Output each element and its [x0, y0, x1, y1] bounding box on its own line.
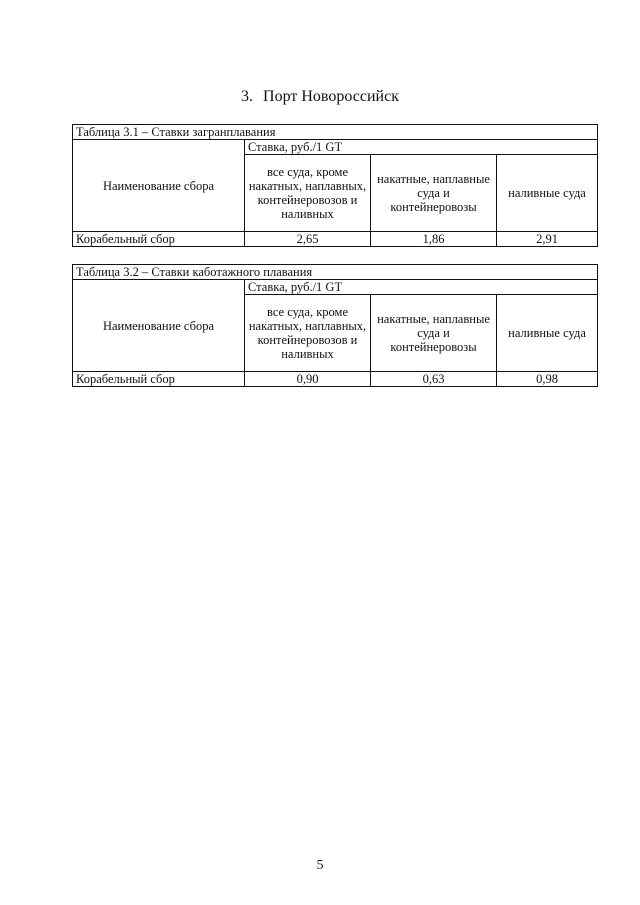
value-tankers: 0,98: [497, 372, 598, 387]
column-header-roro: накатные, наплавные суда и контейнеровозы: [371, 295, 497, 372]
fee-name-header: Наименование сбора: [73, 280, 245, 372]
value-roro: 1,86: [371, 232, 497, 247]
column-header-tankers: наливные суда: [497, 155, 598, 232]
rate-header: Ставка, руб./1 GT: [245, 140, 598, 155]
rates-table-foreign: [72, 124, 598, 247]
value-general: 0,90: [245, 372, 371, 387]
section-title: Порт Новороссийск: [263, 88, 399, 105]
section-heading: [0, 88, 640, 106]
page-number: 5: [316, 858, 324, 873]
column-header-roro: накатные, наплавные суда и контейнеровозы: [371, 155, 497, 232]
table-caption: Таблица 3.1 – Ставки загранплавания: [73, 125, 598, 140]
fee-name-header: Наименование сбора: [73, 140, 245, 232]
rates-table-coastal: [72, 264, 598, 387]
column-header-tankers: наливные суда: [497, 295, 598, 372]
rate-header: Ставка, руб./1 GT: [245, 280, 598, 295]
value-tankers: 2,91: [497, 232, 598, 247]
column-header-general: все суда, кроме накатных, наплавных, контейнеровозов и наливных: [245, 295, 371, 372]
value-roro: 0,63: [371, 372, 497, 387]
row-label: Корабельный сбор: [73, 372, 245, 387]
value-general: 2,65: [245, 232, 371, 247]
column-header-general: все суда, кроме накатных, наплавных, контейнеровозов и наливных: [245, 155, 371, 232]
row-label: Корабельный сбор: [73, 232, 245, 247]
table-caption: Таблица 3.2 – Ставки каботажного плавания: [73, 265, 598, 280]
section-number: 3.: [241, 88, 254, 105]
